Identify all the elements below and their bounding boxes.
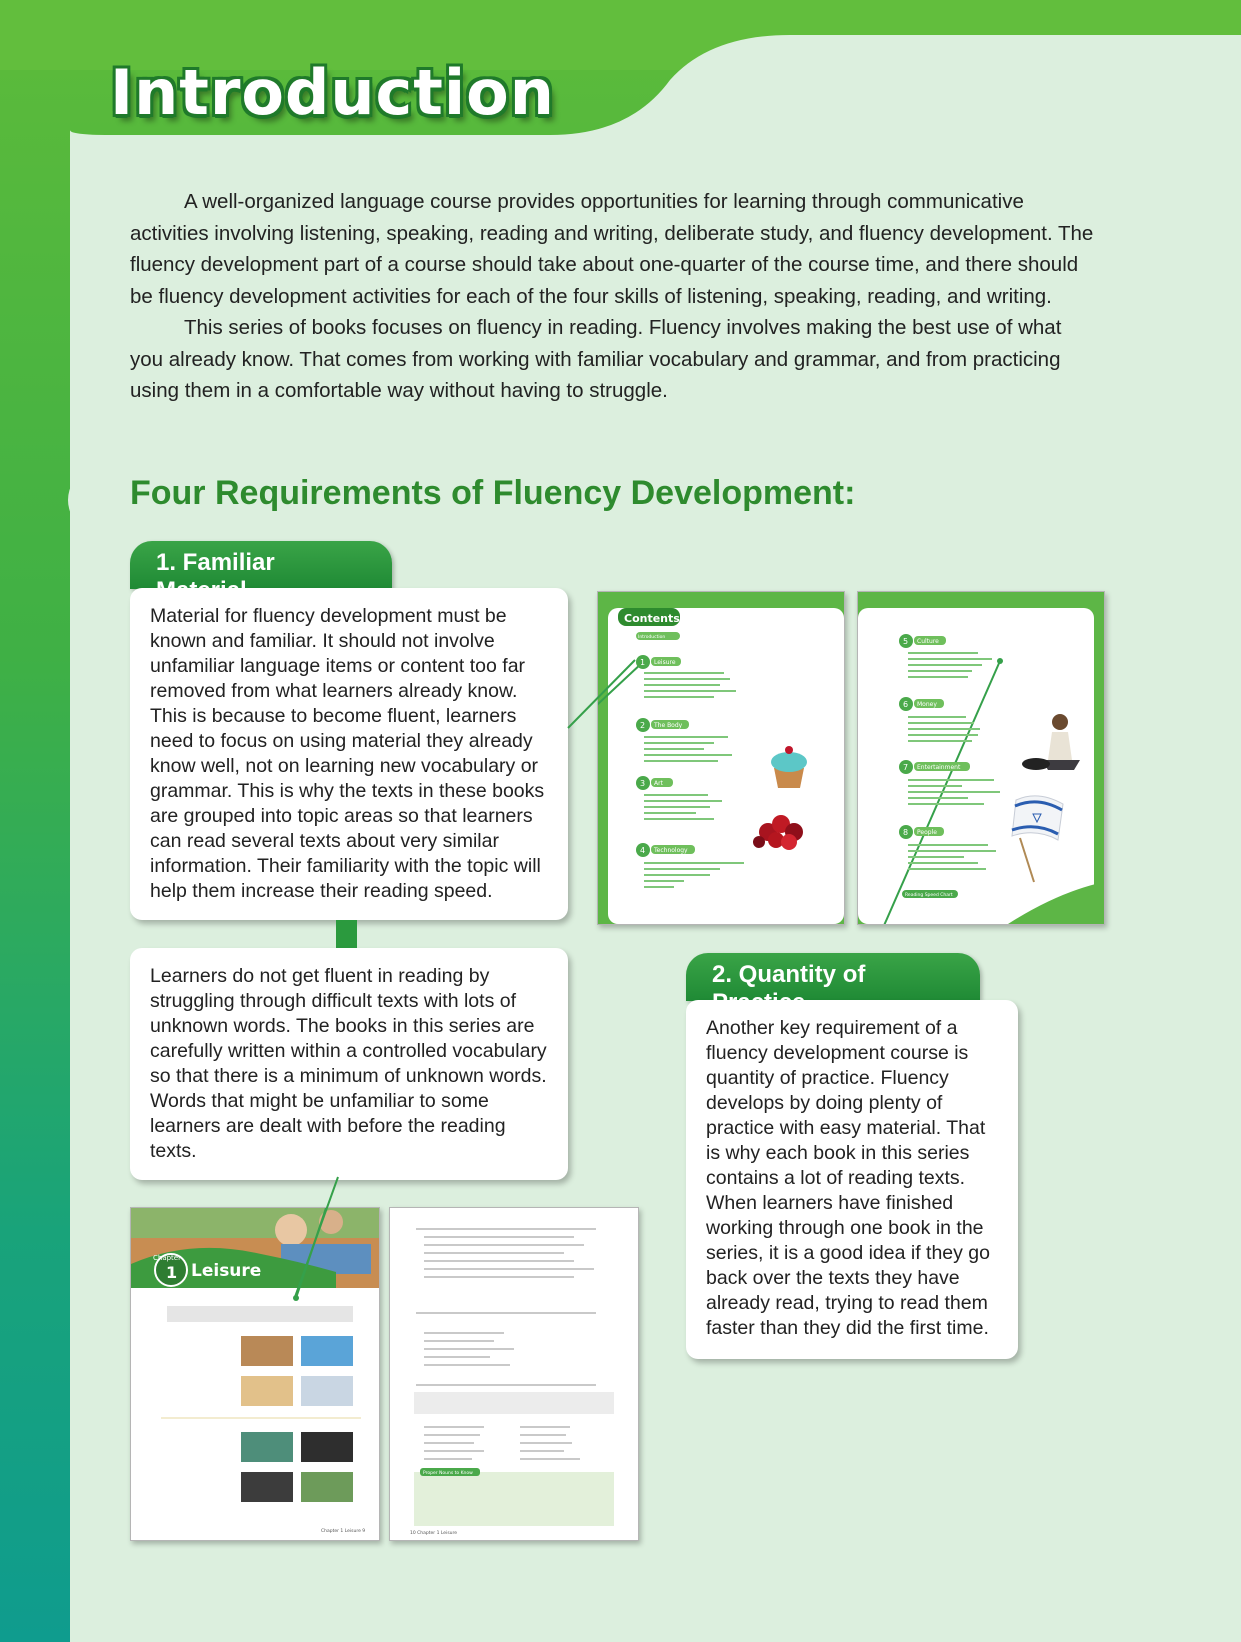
- speed-chart-label: Reading Speed Chart: [905, 893, 953, 898]
- chapter-title: Leisure: [191, 1261, 262, 1281]
- svg-text:7: 7: [903, 763, 909, 772]
- svg-text:Technology: Technology: [654, 847, 688, 854]
- svg-text:People: People: [917, 829, 937, 836]
- svg-text:6: 6: [903, 700, 909, 709]
- svg-text:3: 3: [640, 779, 646, 788]
- svg-text:1: 1: [640, 658, 646, 667]
- intro-text: [130, 186, 1100, 407]
- intro-paragraph-2: This series of books focuses on fluency in reading. Fluency involves making the best use of what you already know. That comes from working with familiar vocabulary and grammar, and from practicing using them in a comfortable way without having to struggle.: [130, 316, 1062, 402]
- svg-text:Culture: Culture: [917, 638, 939, 645]
- chapter-label: Chapter: [153, 1254, 181, 1262]
- contents-title: Contents: [624, 612, 680, 625]
- requirement-1-text: Material for fluency development must be known and familiar. It should not involve unfamiliar language items or content too far removed from what learners already know. This is because to become fluent, learners need to focus on using material they already know well, not on learning new vocabulary or grammar. This is why the texts in these books are grouped into topic areas so that learners can read several texts about very similar information. Their familiarity with the topic will help them increase their reading speed.: [150, 605, 545, 902]
- connector-line-chapter: [290, 1175, 350, 1305]
- right-page-footer: 10 Chapter 1 Leisure: [410, 1531, 458, 1536]
- svg-text:Art: Art: [654, 780, 663, 787]
- requirement-2-card: [686, 1000, 1018, 1359]
- svg-text:2: 2: [640, 721, 646, 730]
- introduction-label: Introduction: [638, 635, 666, 640]
- svg-text:The Body: The Body: [654, 722, 683, 729]
- svg-text:Money: Money: [917, 701, 937, 708]
- svg-text:5: 5: [903, 637, 909, 646]
- svg-text:Entertainment: Entertainment: [917, 764, 961, 771]
- useful-box-label: Proper Nouns to Know: [423, 1471, 473, 1476]
- requirement-2-tab: 2. Quantity of: [686, 953, 980, 1001]
- section-heading: Four Requirements of Fluency Development:: [130, 474, 856, 512]
- chapter-number: 1: [166, 1263, 178, 1282]
- svg-text:8: 8: [903, 828, 909, 837]
- page-title: Introduction: [110, 56, 555, 129]
- chapter-right-graphic: [390, 1208, 638, 1540]
- chapter-page-thumbnail-right: [389, 1207, 639, 1541]
- intro-paragraph-1: A well-organized language course provides opportunities for learning through communicative activities involving listening, speaking, reading and writing, deliberate study, and fluency development. The fluency development part of a course should take about one-quarter of the course time, and there should be fluency development activities for each of the four skills of listening, speaking, reading, and writing.: [130, 190, 1094, 308]
- left-page-footer: Chapter 1 Leisure 9: [321, 1529, 366, 1534]
- requirement-1-text-2: Learners do not get fluent in reading by struggling through difficult texts with lots of unknown words. The books in this series are carefully written within a controlled vocabulary so that there is a minimum of unknown words. Words that might be unfamiliar to some learners are dealt with before the reading texts.: [150, 965, 547, 1162]
- requirement-1-card-2: [130, 948, 568, 1180]
- svg-text:Leisure: Leisure: [654, 659, 676, 666]
- requirement-1-card: [130, 588, 568, 920]
- requirement-2-text: Another key requirement of a fluency development course is quantity of practice. Fluency develops by doing plenty of practice with easy material. That is why each book in this series contains a lot of reading texts. When learners have finished working through one book in the series, it is a good idea if they go back over the texts they have already read, trying to read them faster than they did the first time.: [706, 1017, 990, 1339]
- connector-lines: [560, 600, 1000, 960]
- card-connector: [336, 920, 357, 948]
- requirement-1-tab: 1. Familiar: [130, 541, 392, 589]
- panel-notch: [62, 480, 74, 520]
- svg-text:4: 4: [640, 846, 646, 855]
